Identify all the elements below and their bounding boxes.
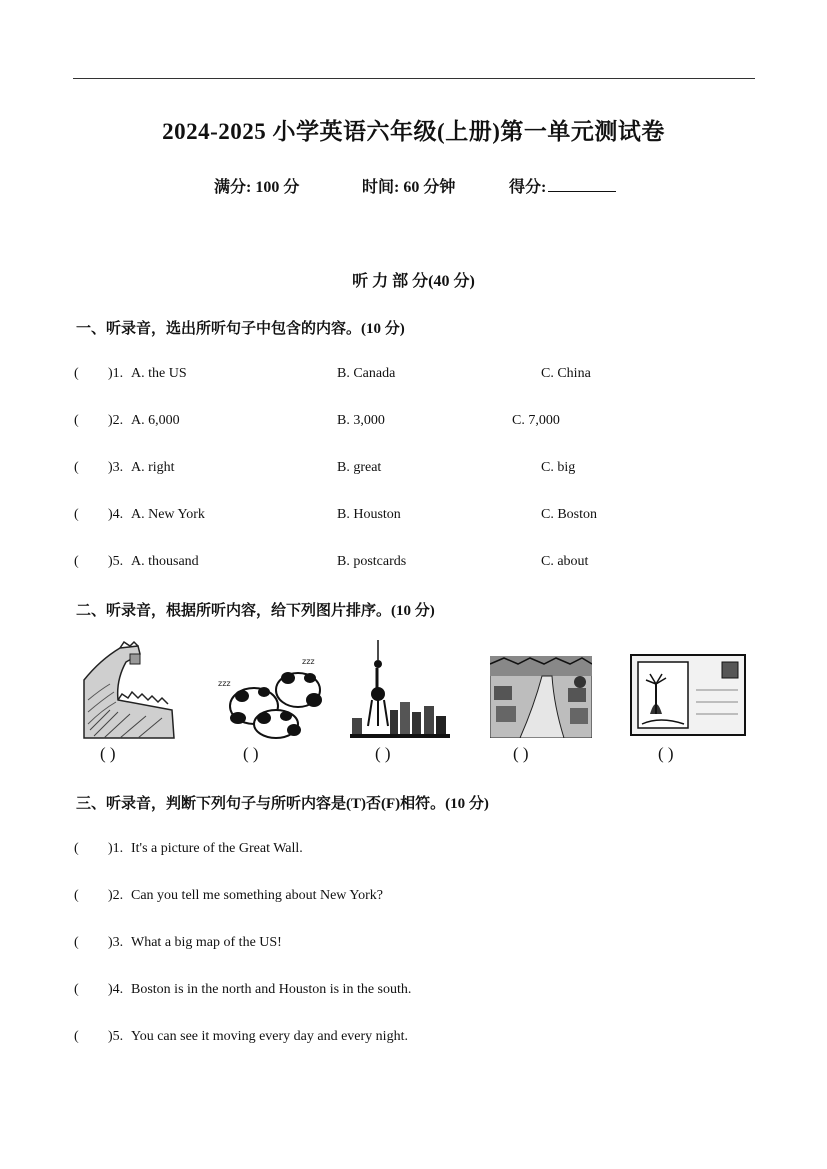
item-number: )2. — [108, 888, 124, 903]
section1-heading: 一、听录音，选出所听句子中包含的内容。(10 分) — [76, 321, 405, 337]
svg-text:zzz: zzz — [218, 679, 231, 688]
item-number: )4. — [108, 507, 124, 522]
score-blank[interactable] — [548, 177, 616, 192]
statement-text: Can you tell me something about New York? — [131, 888, 383, 903]
option-c: C. 7,000 — [512, 413, 560, 428]
option-c: C. about — [541, 554, 589, 569]
section3-item-1 — [0, 841, 827, 861]
great-wall-icon — [80, 640, 176, 745]
part-title: 听 力 部 分(40 分) — [352, 273, 475, 290]
section1-item-3 — [0, 460, 827, 480]
option-b: B. postcards — [337, 554, 407, 569]
picture-4-blank[interactable]: ( ) — [513, 744, 529, 763]
section2-heading: 二、听录音，根据所听内容，给下列图片排序。(10 分) — [76, 603, 435, 619]
answer-paren[interactable]: ( — [74, 982, 79, 997]
picture-2-blank[interactable]: ( ) — [243, 744, 259, 763]
section3-item-4 — [0, 982, 827, 1002]
section3-item-2 — [0, 888, 827, 908]
option-b: B. 3,000 — [337, 413, 385, 428]
answer-paren[interactable]: ( — [74, 413, 79, 428]
option-b: B. Houston — [337, 507, 401, 522]
statement-text: What a big map of the US! — [131, 935, 282, 950]
option-a: A. 6,000 — [131, 413, 180, 428]
option-a: A. New York — [131, 507, 205, 522]
picture-3-blank[interactable]: ( ) — [375, 744, 391, 763]
answer-paren[interactable]: ( — [74, 935, 79, 950]
postcard-icon — [630, 640, 746, 741]
picture-5-blank[interactable]: ( ) — [658, 744, 674, 763]
statement-text: You can see it moving every day and every night. — [131, 1029, 408, 1044]
section1-item-5 — [0, 554, 827, 574]
item-number: )3. — [108, 460, 124, 475]
score-field — [509, 174, 616, 197]
answer-paren[interactable]: ( — [74, 460, 79, 475]
full-score: 满分: 100 分 — [214, 179, 300, 196]
item-number: )4. — [108, 982, 124, 997]
section3-heading: 三、听录音，判断下列句子与所听内容是(T)否(F)相符。(10 分) — [76, 796, 489, 812]
item-number: )2. — [108, 413, 124, 428]
option-a: A. the US — [131, 366, 187, 381]
statement-text: It's a picture of the Great Wall. — [131, 841, 303, 856]
river-town-icon — [490, 640, 592, 743]
score-label: 得分: — [509, 179, 547, 196]
option-c: C. Boston — [541, 507, 598, 522]
answer-paren[interactable]: ( — [74, 366, 79, 381]
item-number: )3. — [108, 935, 124, 950]
picture-1-blank[interactable]: ( ) — [100, 744, 116, 763]
answer-paren[interactable]: ( — [74, 554, 79, 569]
statement-text: Boston is in the north and Houston is in the south. — [131, 982, 412, 997]
section1-item-2 — [0, 413, 827, 433]
option-b: B. Canada — [337, 366, 396, 381]
top-rule — [73, 78, 755, 79]
city-skyline-icon — [350, 640, 450, 745]
section3-item-5 — [0, 1029, 827, 1049]
item-number: )5. — [108, 554, 124, 569]
option-b: B. great — [337, 460, 382, 475]
section1-item-4 — [0, 507, 827, 527]
option-a: A. right — [131, 460, 175, 475]
option-c: C. big — [541, 460, 576, 475]
page-title: 2024-2025 小学英语六年级(上册)第一单元测试卷 — [162, 119, 665, 144]
svg-text:zzz: zzz — [302, 657, 315, 666]
answer-paren[interactable]: ( — [74, 1029, 79, 1044]
item-number: )5. — [108, 1029, 124, 1044]
section3-item-3 — [0, 935, 827, 955]
answer-paren[interactable]: ( — [74, 507, 79, 522]
item-number: )1. — [108, 366, 124, 381]
section1-item-1 — [0, 366, 827, 386]
option-c: C. China — [541, 366, 591, 381]
answer-paren[interactable]: ( — [74, 888, 79, 903]
pandas-icon — [214, 640, 328, 745]
item-number: )1. — [108, 841, 124, 856]
option-a: A. thousand — [131, 554, 199, 569]
time-limit: 时间: 60 分钟 — [362, 179, 456, 196]
answer-paren[interactable]: ( — [74, 841, 79, 856]
